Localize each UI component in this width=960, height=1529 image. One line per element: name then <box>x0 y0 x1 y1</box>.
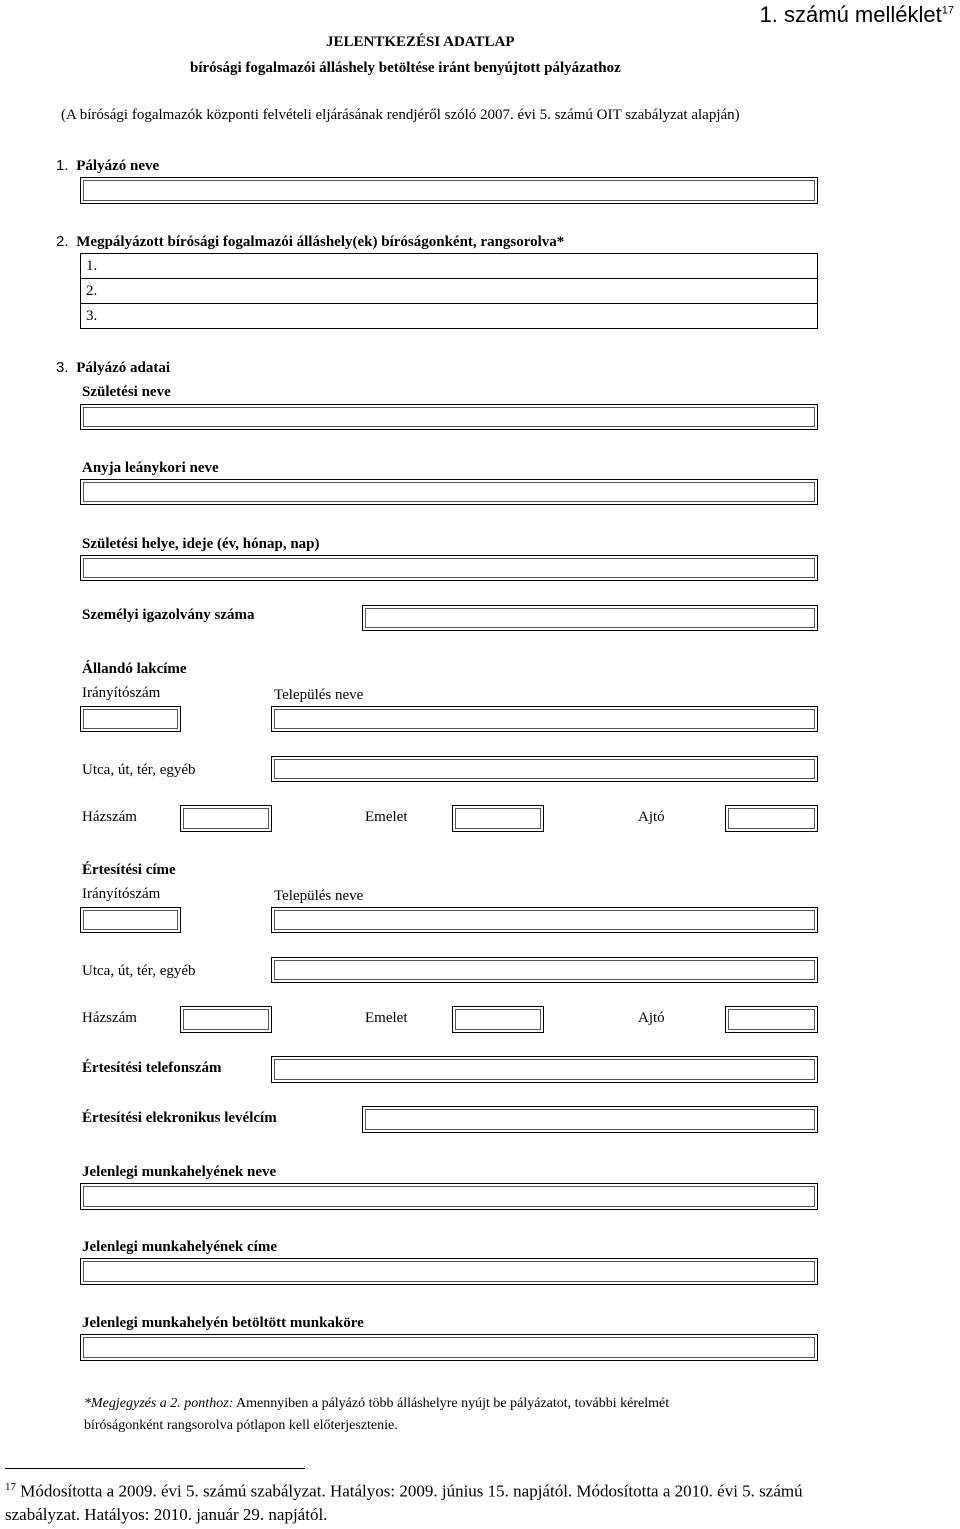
note-prefix: *Megjegyzés a 2. ponthoz: <box>84 1396 234 1411</box>
form-subtitle: bírósági fogalmazói álláshely betöltése iránt benyújtott pályázathoz <box>190 60 621 76</box>
permanent-house-field[interactable] <box>180 805 272 832</box>
permanent-address-heading: Állandó lakcíme <box>82 661 187 677</box>
permanent-city-label: Település neve <box>274 687 364 703</box>
section3-heading: 3. Pályázó adatai <box>56 359 171 376</box>
section2-heading: 2. Megpályázott bírósági fogalmazói álláshely(ek) bíróságonként, rangsorolva* <box>56 233 565 250</box>
notify-floor-label: Emelet <box>365 1010 408 1026</box>
notify-floor-field[interactable] <box>452 1006 544 1033</box>
section1-heading: 1. Pályázó neve <box>56 157 160 174</box>
applicant-name-field[interactable] <box>80 177 818 204</box>
birth-name-field[interactable] <box>80 404 818 430</box>
notify-house-label: Házszám <box>82 1010 137 1026</box>
mother-name-field[interactable] <box>80 479 818 505</box>
workplace-name-label: Jelenlegi munkahelyének neve <box>82 1164 277 1180</box>
permanent-floor-label: Emelet <box>365 809 408 825</box>
email-label: Értesítési elekronikus levélcím <box>82 1110 277 1126</box>
workplace-position-label: Jelenlegi munkahelyén betöltött munkaköre <box>82 1315 364 1331</box>
footnote-line-1: $^{17}$ Módosította a 2009. évi 5. számú szabályzat. Hatályos: 2009. június 15. napjától. Módosította a 2010. évi 5. számú <box>5 1481 803 1501</box>
permanent-zip-field[interactable] <box>80 706 181 732</box>
position-choice-2[interactable]: 2. <box>80 278 818 304</box>
notify-zip-field[interactable] <box>80 907 181 933</box>
notify-street-field[interactable] <box>271 957 818 983</box>
permanent-city-field[interactable] <box>271 706 818 732</box>
id-number-field[interactable] <box>362 605 818 631</box>
notify-street-label: Utca, út, tér, egyéb <box>82 963 196 979</box>
annex-footnote-ref: 17 <box>941 4 954 17</box>
id-number-label: Személyi igazolvány száma <box>82 607 255 623</box>
workplace-address-field[interactable] <box>80 1258 818 1285</box>
birth-place-date-field[interactable] <box>80 555 818 581</box>
birth-name-label: Születési neve <box>82 384 171 400</box>
notify-address-heading: Értesítési címe <box>82 862 176 878</box>
email-field[interactable] <box>362 1106 818 1133</box>
workplace-name-field[interactable] <box>80 1183 818 1210</box>
footnote-line-2: szabályzat. Hatályos: 2010. január 29. napjától. <box>5 1505 328 1524</box>
notify-city-field[interactable] <box>271 907 818 933</box>
permanent-floor-field[interactable] <box>452 805 544 832</box>
notify-house-field[interactable] <box>180 1006 272 1033</box>
permanent-zip-label: Irányítószám <box>82 685 161 701</box>
permanent-street-label: Utca, út, tér, egyéb <box>82 762 196 778</box>
permanent-door-field[interactable] <box>725 805 818 832</box>
birth-place-date-label: Születési helye, ideje (év, hónap, nap) <box>82 536 320 552</box>
position-choice-3[interactable]: 3. <box>80 303 818 329</box>
workplace-address-label: Jelenlegi munkahelyének címe <box>82 1239 277 1255</box>
position-choice-1[interactable]: 1. <box>80 253 818 279</box>
note-line-2: bíróságonként rangsorolva pótlapon kell előterjesztenie. <box>84 1418 398 1433</box>
permanent-door-label: Ajtó <box>638 809 665 825</box>
footnote-number: 17 <box>5 1481 16 1493</box>
notify-city-label: Település neve <box>274 888 364 904</box>
notify-zip-label: Irányítószám <box>82 886 161 902</box>
footnote-separator <box>5 1468 305 1469</box>
phone-field[interactable] <box>271 1056 818 1083</box>
legal-basis: (A bírósági fogalmazók központi felvételi eljárásának rendjéről szóló 2007. évi 5. számú OIT szabályzat alapján) <box>61 107 740 123</box>
form-title: JELENTKEZÉSI ADATLAP <box>326 34 515 50</box>
phone-label: Értesítési telefonszám <box>82 1060 222 1076</box>
workplace-position-field[interactable] <box>80 1334 818 1361</box>
annex-label: 1. számú melléklet$^{17}$ <box>759 2 954 27</box>
permanent-street-field[interactable] <box>271 756 818 782</box>
notify-door-label: Ajtó <box>638 1010 665 1026</box>
mother-name-label: Anyja leánykori neve <box>82 460 219 476</box>
notify-door-field[interactable] <box>725 1006 818 1033</box>
note-line-1: *Megjegyzés a 2. ponthoz: Amennyiben a pályázó több álláshelyre nyújt be pályázatot, további kérelmét <box>84 1396 670 1411</box>
permanent-house-label: Házszám <box>82 809 137 825</box>
